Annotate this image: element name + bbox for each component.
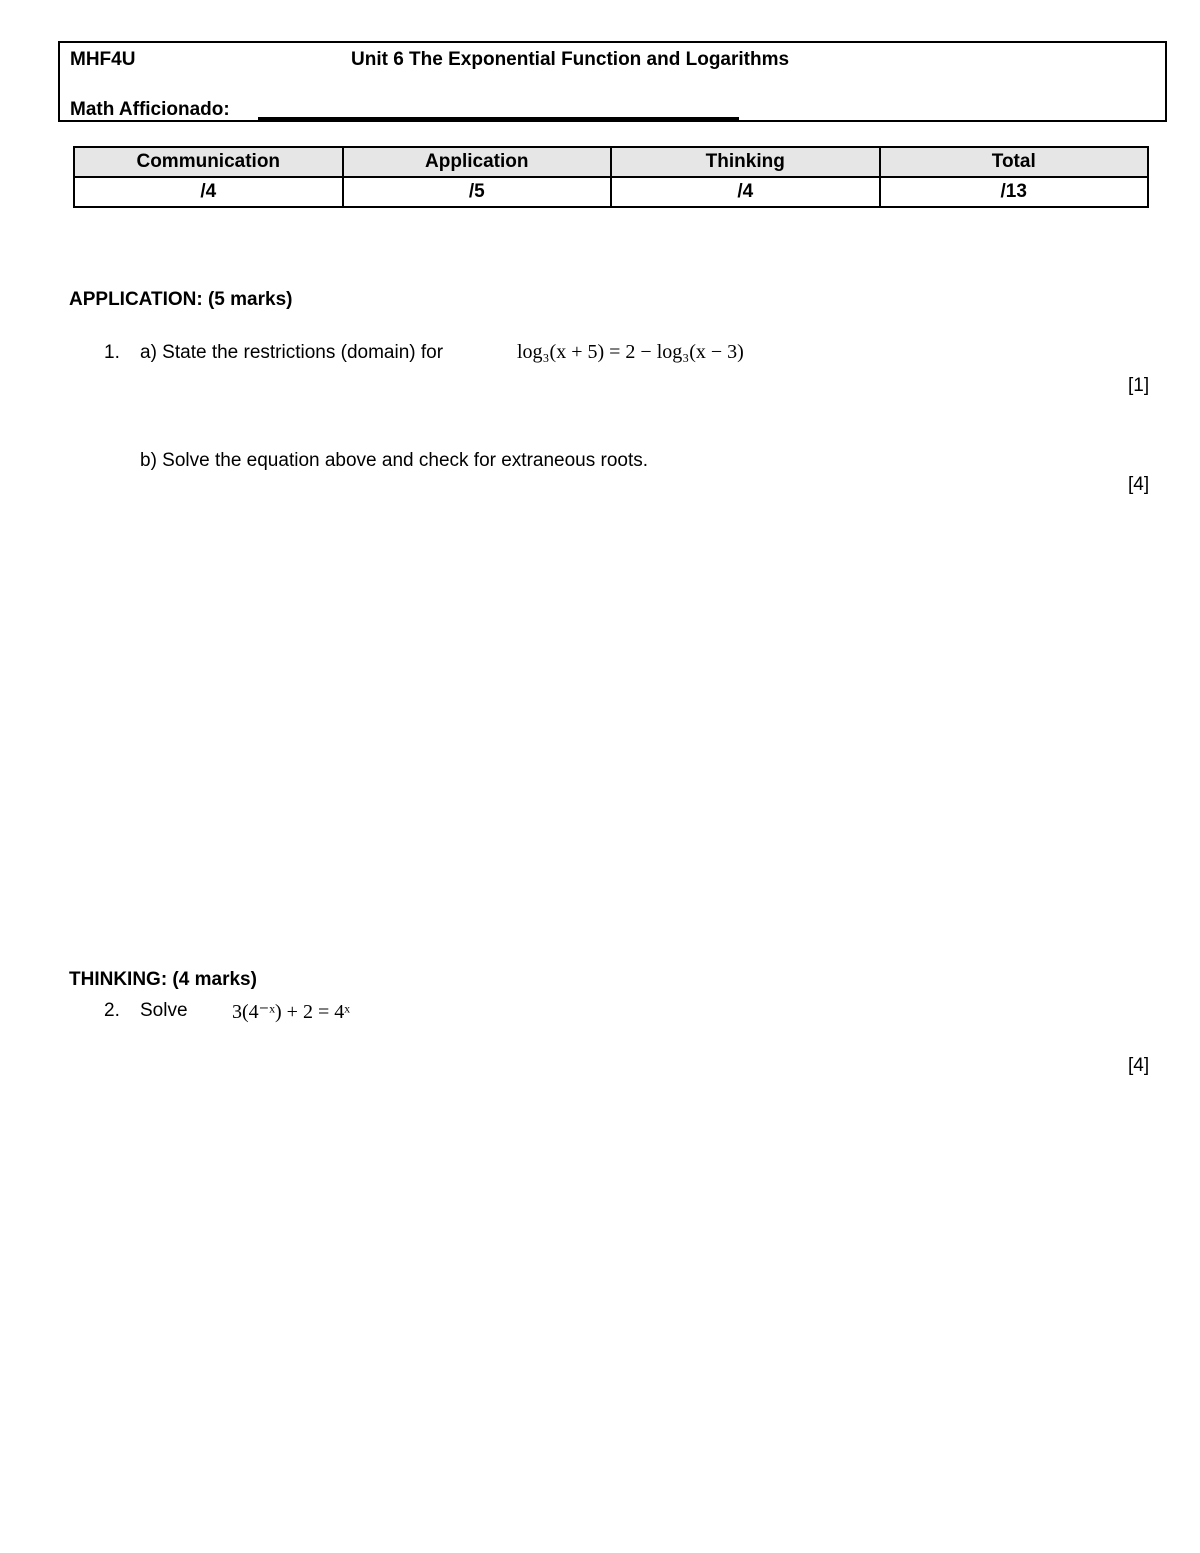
course-code: MHF4U [70, 49, 136, 70]
header-communication: Communication [74, 147, 343, 177]
marks-table-header-row [74, 147, 1148, 177]
question-2-number: 2. [104, 1000, 120, 1021]
question-1-number: 1. [104, 342, 120, 363]
header-total: Total [880, 147, 1149, 177]
value-total: /13 [880, 177, 1149, 207]
marks-table [73, 146, 1149, 208]
header-application: Application [343, 147, 612, 177]
marks-table-value-row [74, 177, 1148, 207]
application-heading: APPLICATION: (5 marks) [69, 289, 293, 310]
name-label: Math Afficionado: [70, 99, 230, 120]
thinking-heading: THINKING: (4 marks) [69, 969, 257, 990]
unit-title: Unit 6 The Exponential Function and Logarithms [351, 49, 790, 70]
question-1a-marks: [1] [1128, 375, 1150, 396]
header-thinking: Thinking [611, 147, 880, 177]
question-1b-text: b) Solve the equation above and check for extraneous roots. [140, 450, 649, 471]
name-blank-line[interactable] [258, 117, 739, 120]
question-1b-marks: [4] [1128, 474, 1150, 495]
question-1a-text: a) State the restrictions (domain) for [140, 342, 444, 363]
question-1a-equation: log₃(x + 5) = 2 − log₃(x − 3) [517, 341, 744, 363]
header-box [58, 41, 1167, 122]
question-2-text: Solve [140, 1000, 188, 1021]
value-communication: /4 [74, 177, 343, 207]
value-application: /5 [343, 177, 612, 207]
value-thinking: /4 [611, 177, 880, 207]
question-2-equation: 3(4⁻ˣ) + 2 = 4ˣ [232, 1001, 350, 1023]
question-2-marks: [4] [1128, 1055, 1150, 1076]
